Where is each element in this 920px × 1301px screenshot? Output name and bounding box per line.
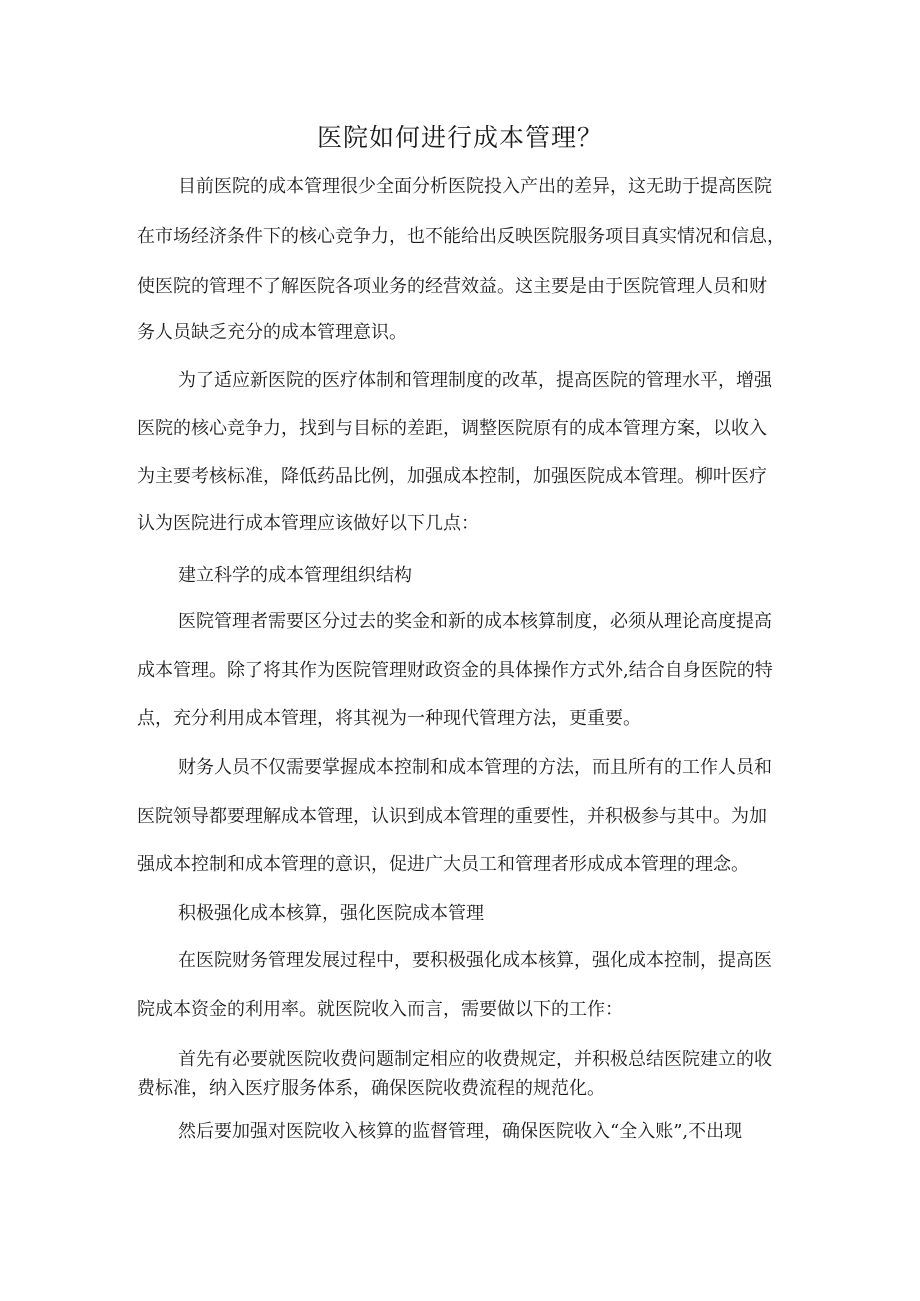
paragraph-6-line-1: 首先有必要就医院收费问题制定相应的收费规定，并积极总结医院建立的收 — [178, 1049, 772, 1070]
paragraph-2-line-3: 为主要考核标准，降低药品比例，加强成本控制，加强医院成本管理。柳叶医疗 — [137, 466, 767, 487]
paragraph-1-line-4: 务人员缺乏充分的成本管理意识。 — [137, 322, 407, 343]
paragraph-3-line-2: 成本管理。除了将其作为医院管理财政资金的具体操作方式外,结合自身医院的特 — [137, 660, 773, 681]
paragraph-7-line-1: 然后要加强对医院收入核算的监督管理，确保医院收入“全入账”,不出现 — [178, 1121, 743, 1142]
paragraph-5-line-1: 在医院财务管理发展过程中，要积极强化成本核算，强化成本控制，提高医 — [178, 950, 772, 971]
paragraph-2-line-2: 医院的核心竞争力，找到与目标的差距，调整医院原有的成本管理方案，以收入 — [137, 418, 767, 439]
paragraph-3-line-3: 点，充分利用成本管理，将其视为一种现代管理方法，更重要。 — [137, 708, 641, 729]
paragraph-2-line-4: 认为医院进行成本管理应该做好以下几点： — [137, 513, 479, 534]
paragraph-1-line-3: 使医院的管理不了解医院各项业务的经营效益。这主要是由于医院管理人员和财 — [137, 276, 767, 297]
page-title: 医院如何进行成本管理？ — [316, 123, 603, 152]
paragraph-4-line-3: 强成本控制和成本管理的意识，促进广大员工和管理者形成成本管理的理念。 — [137, 854, 749, 875]
paragraph-4-line-2: 医院领导都要理解成本管理，认识到成本管理的重要性，并积极参与其中。为加 — [137, 806, 767, 827]
paragraph-1-line-2: 在市场经济条件下的核心竞争力，也不能给出反映医院服务项目真实情况和信息， — [137, 226, 785, 247]
paragraph-6-line-2: 费标准，纳入医疗服务体系，确保医院收费流程的规范化。 — [137, 1078, 605, 1099]
section-heading-1: 建立科学的成本管理组织结构 — [178, 565, 412, 586]
section-heading-2: 积极强化成本核算，强化医院成本管理 — [178, 903, 484, 924]
paragraph-5-line-2: 院成本资金的利用率。就医院收入而言，需要做以下的工作： — [137, 999, 623, 1020]
paragraph-1-line-1: 目前医院的成本管理很少全面分析医院投入产出的差异，这无助于提高医院 — [178, 176, 772, 197]
paragraph-3-line-1: 医院管理者需要区分过去的奖金和新的成本核算制度，必须从理论高度提高 — [178, 611, 772, 632]
paragraph-2-line-1: 为了适应新医院的医疗体制和管理制度的改革，提高医院的管理水平，增强 — [178, 370, 772, 391]
paragraph-4-line-1: 财务人员不仅需要掌握成本控制和成本管理的方法，而且所有的工作人员和 — [178, 757, 772, 778]
